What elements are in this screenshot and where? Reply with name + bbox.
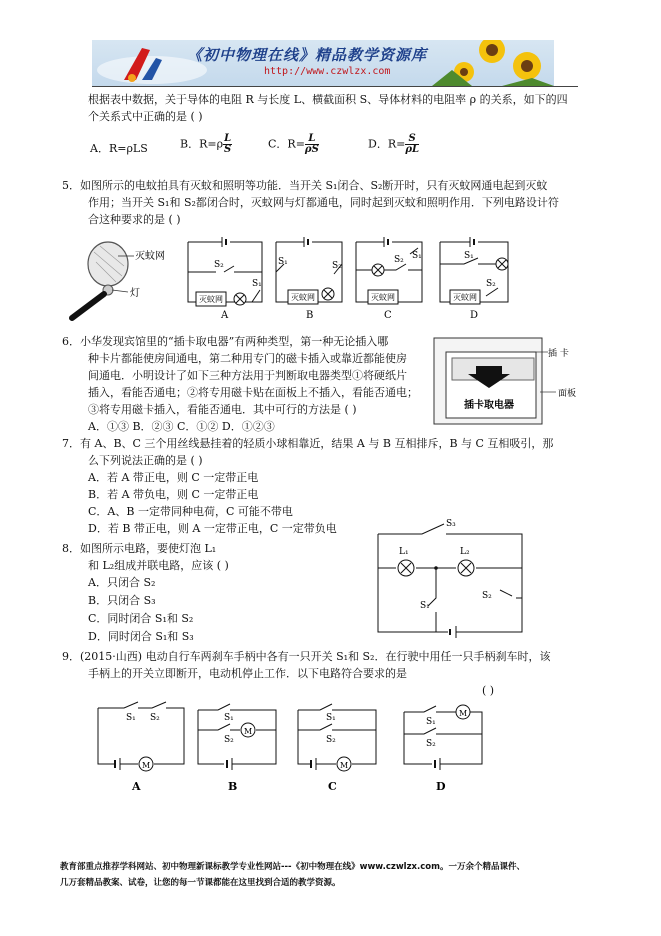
q9-c-s2: S₂ (326, 735, 336, 745)
q4-option-b (180, 134, 232, 155)
q8-option-c: C．同时闭合 S₁和 S₂ (88, 612, 194, 625)
q8-s2: S₂ (482, 591, 492, 601)
q5-figure (66, 234, 522, 326)
q5-d-s2: S₂ (486, 279, 496, 289)
q5-letter-c: C (384, 310, 392, 321)
q8-line-1: 8．如图所示电路，要使灯泡 L₁ (62, 542, 217, 555)
q4-option-c-den: ρS (304, 144, 319, 155)
fig-device: 插卡取电器 (464, 400, 514, 411)
label-net: 灭蚊网 (135, 251, 165, 262)
banner-title: 《初中物理在线》精品教学资源库 (187, 46, 428, 64)
header-rule (92, 86, 578, 87)
q6-figure (432, 334, 592, 430)
q9-d-m: M (459, 709, 468, 718)
racket-icon (72, 242, 134, 318)
q9-circuit-b (198, 704, 276, 770)
q4-option-b-prefix: B．R=ρ (180, 137, 224, 151)
q5-b-s2: S₂ (332, 261, 342, 271)
q5-letter-d: D (470, 310, 479, 321)
q5-c-box: 灭蚊网 (371, 293, 395, 302)
q4-option-c-num: L (305, 134, 319, 145)
q5-b-s1: S₁ (278, 257, 288, 267)
q7-option-c: C．A、B 一定带同种电荷，C 可能不带电 (88, 505, 293, 518)
q4-line-1: 根据表中数据，关于导体的电阻 R 与长度 L、横截面积 S、导体材料的电阻率 ρ 的关系，如下的四 (88, 93, 568, 106)
q5-c-s2: S₂ (394, 255, 404, 265)
header-banner (92, 40, 554, 86)
q6-line-3: 间通电．小明设计了如下三种方法用于判断取电器类型①将硬纸片 (88, 369, 407, 382)
q5-line-3: 合这种要求的是 ( ) (88, 213, 181, 226)
q8-s1: S₁ (420, 601, 430, 611)
q4-option-c (268, 134, 319, 155)
banner-url: http://www.czwlzx.com (264, 66, 391, 77)
q7-option-b: B．若 A 带负电，则 C 一定带正电 (88, 488, 259, 501)
q9-figure (90, 700, 500, 796)
q6-line-5: ③将专用磁卡插入，看能否通电．其中可行的方法是 ( ) (88, 403, 357, 416)
q4-line-2: 个关系式中正确的是 ( ) (88, 110, 203, 123)
q5-b-box: 灭蚊网 (291, 293, 315, 302)
q9-b-m: M (244, 727, 253, 736)
q4-option-b-num: L (224, 133, 232, 144)
fig-card: 插 卡 (548, 349, 569, 359)
q6-line-4: 插入，看能否通电；②将专用磁卡贴在面板上不插入，看能否通电； (88, 386, 418, 399)
q4-option-d (368, 134, 419, 155)
q5-letter-b: B (306, 310, 314, 321)
q6-options: A．①③ B．②③ C．①② D．①②③ (88, 420, 275, 433)
q7-option-d: D．若 B 带正电，则 A 一定带正电，C 一定带负电 (88, 522, 337, 535)
q7-line-2: 么下列说法正确的是 ( ) (88, 454, 203, 467)
fig-panel: 面板 (558, 389, 577, 399)
q4-option-d-num: S (405, 134, 419, 145)
q5-a-box: 灭蚊网 (199, 295, 223, 304)
q8-l1: L₁ (399, 547, 409, 557)
q5-d-box: 灭蚊网 (453, 293, 477, 302)
q4-option-c-prefix: C．R= (268, 137, 305, 151)
q8-option-a: A．只闭合 S₂ (88, 576, 156, 589)
q4-option-d-prefix: D．R= (368, 137, 406, 151)
q6-line-1: 6．小华发现宾馆里的“插卡取电器”有两种类型，第一种无论插入哪 (62, 335, 389, 348)
q8-option-d: D．同时闭合 S₁和 S₃ (88, 630, 194, 643)
logo-dot (128, 74, 136, 82)
q9-d-s1: S₁ (426, 717, 436, 727)
q5-a-s1: S₁ (252, 279, 262, 289)
q5-line-1: 5．如图所示的电蚊拍具有灭蚊和照明等功能．当开关 S₁闭合、S₂断开时，只有灭蚊网通电起到灭蚊 (62, 179, 548, 192)
q9-d-s2: S₂ (426, 739, 436, 749)
q4-option-d-den: ρL (405, 144, 420, 155)
sunflower-icon (432, 40, 554, 86)
q9-b-s2: S₂ (224, 735, 234, 745)
q9-line-2: 手柄上的开关立即断开，电动机停止工作．以下电路符合要求的是 (88, 667, 407, 680)
q8-l2: L₂ (460, 547, 470, 557)
q8-circuit (378, 524, 522, 638)
q9-c-m: M (340, 761, 349, 770)
q9-circuit-d (404, 705, 482, 770)
q9-letter-a: A (132, 780, 141, 793)
q8-figure (370, 512, 530, 642)
q8-s3: S₃ (446, 519, 456, 529)
q9-a-s2: S₂ (150, 713, 160, 723)
q4-option-a: A．R=ρLS (90, 142, 148, 155)
q4-option-b-den: S (223, 144, 232, 155)
q5-a-s2: S₂ (214, 260, 224, 270)
q9-circuit-a (98, 702, 184, 771)
label-lamp: 灯 (130, 288, 140, 299)
q9-line-1: 9．(2015·山西) 电动自行车两刹车手柄中各有一只开关 S₁和 S₂．在行驶中用任一只手柄刹车时，该 (62, 650, 551, 663)
q6-line-2: 种卡片都能使房间通电，第二种用专门的磁卡插入或靠近都能使房 (88, 352, 407, 365)
q9-bracket: ( ) (482, 684, 495, 697)
q9-letter-c: C (328, 780, 337, 793)
q9-a-m: M (142, 761, 151, 770)
q8-option-b: B．只闭合 S₃ (88, 594, 156, 607)
q9-a-s1: S₁ (126, 713, 136, 723)
q7-option-a: A．若 A 带正电，则 C 一定带正电 (88, 471, 259, 484)
q9-letter-b: B (228, 780, 238, 793)
q9-circuit-c (298, 704, 376, 771)
q8-line-2: 和 L₂组成并联电路，应该 ( ) (88, 559, 229, 572)
q7-line-1: 7．有 A、B、C 三个用丝线悬挂着的轻质小球相靠近，结果 A 与 B 互相排斥，B 与 C 互相吸引，那 (62, 437, 554, 450)
q9-c-s1: S₁ (326, 713, 336, 723)
q5-line-2: 作用；当开关 S₁和 S₂都闭合时，灭蚊网与灯都通电，同时起到灭蚊和照明作用．下列电路设计符 (88, 196, 559, 209)
footer-line-2: 几万套精品教案、试卷，让您的每一节课都能在这里找到合适的教学资源。 (60, 878, 341, 888)
q5-c-s1: S₁ (412, 251, 422, 261)
q9-b-s1: S₁ (224, 713, 234, 723)
q5-d-s1: S₁ (464, 251, 474, 261)
q9-letter-d: D (436, 780, 446, 793)
footer-line-1: 教育部重点推荐学科网站、初中物理新课标教学专业性网站---《初中物理在线》www.czwlzx.com。一万余个精品课件、 (60, 862, 525, 872)
q5-letter-a: A (221, 310, 229, 321)
